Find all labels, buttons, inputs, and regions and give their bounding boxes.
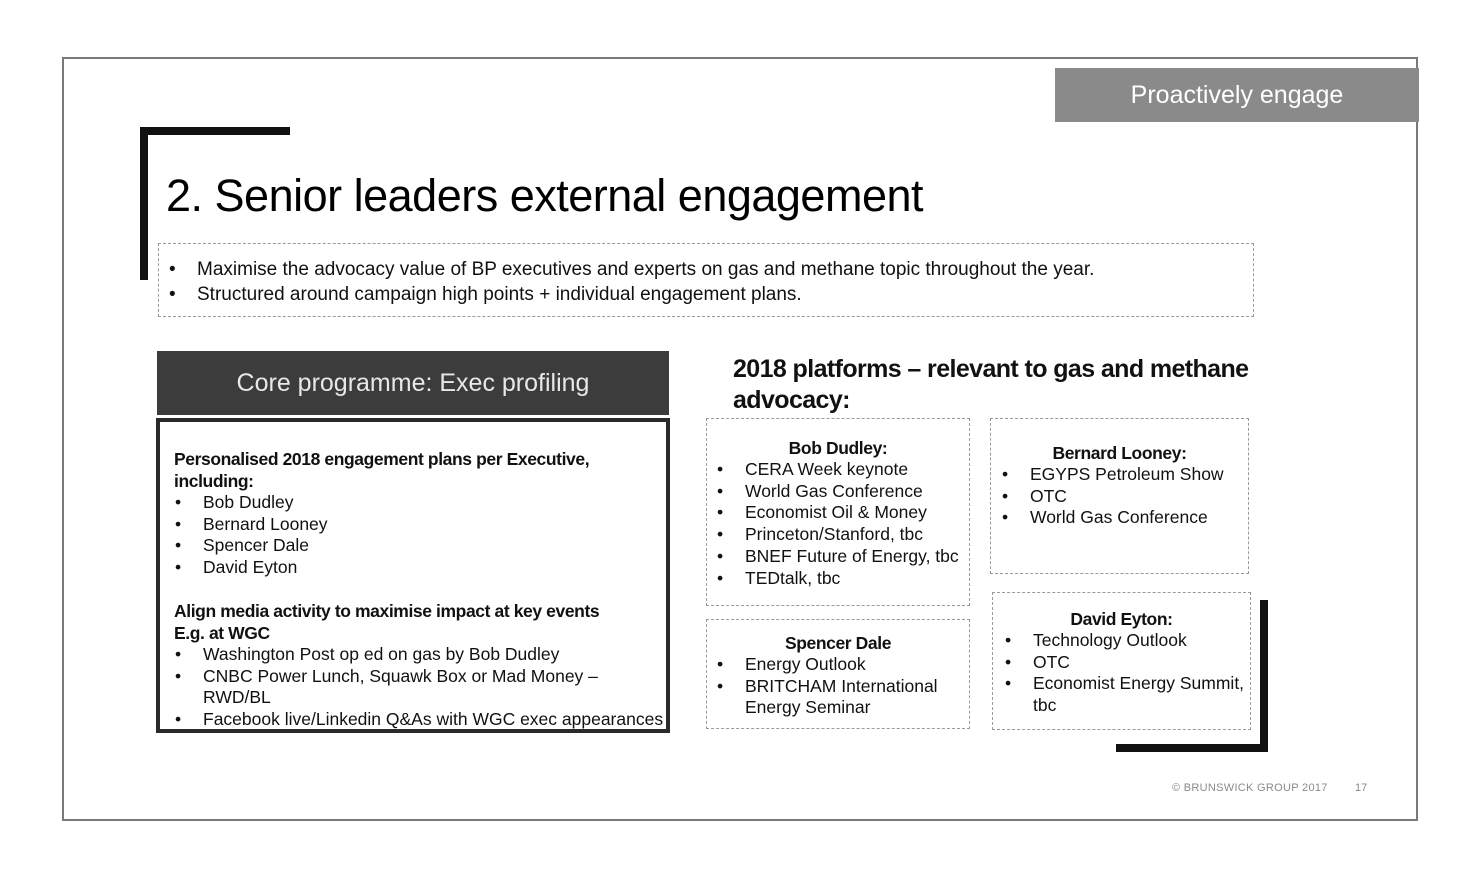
- card-item: • Economist Energy Summit, tbc: [1033, 673, 1250, 716]
- platform-card-bernard-looney: [990, 418, 1249, 574]
- intro-bullet: • Maximise the advocacy value of BP executives and experts on gas and methane topic throughout the year.: [197, 257, 1253, 282]
- card-name: Spencer Dale: [784, 633, 892, 653]
- card-item: • EGYPS Petroleum Show: [1030, 464, 1248, 486]
- card-item: • OTC: [1030, 486, 1248, 508]
- card-item: • World Gas Conference: [1030, 507, 1248, 529]
- footer-copyright: © BRUNSWICK GROUP 2017: [1172, 782, 1328, 794]
- card-list: [1030, 464, 1248, 529]
- card-list: [745, 654, 969, 719]
- card-list: [745, 459, 969, 589]
- card-item: • BNEF Future of Energy, tbc: [745, 546, 969, 568]
- core-programme-box: [156, 418, 670, 733]
- executive-list: [203, 492, 666, 579]
- card-list: [1033, 630, 1250, 717]
- platforms-title: 2018 platforms – relevant to gas and methane advocacy:: [733, 355, 1249, 414]
- card-item: • Energy Outlook: [745, 654, 969, 676]
- card-item: • Economist Oil & Money: [745, 502, 969, 524]
- executive-item: • David Eyton: [203, 557, 666, 579]
- intro-box: [158, 243, 1254, 317]
- card-item: • CERA Week keynote: [745, 459, 969, 481]
- page-number: 17: [1355, 782, 1368, 794]
- intro-bullet: • Structured around campaign high points + individual engagement plans.: [197, 282, 1253, 307]
- card-item: • World Gas Conference: [745, 481, 969, 503]
- title-bracket-left: [140, 127, 148, 280]
- executive-item: • Bernard Looney: [203, 514, 666, 536]
- executive-item: • Spencer Dale: [203, 535, 666, 557]
- spacer: [174, 579, 666, 600]
- intro-bullets: [197, 257, 1253, 307]
- section-tag: Proactively engage: [1055, 68, 1419, 122]
- media-activity-item: • Facebook live/Linkedin Q&As with WGC exec appearances: [203, 709, 666, 731]
- card-item: • TEDtalk, tbc: [745, 568, 969, 590]
- core-programme-heading: Core programme: Exec profiling: [157, 351, 669, 415]
- page-title: 2. Senior leaders external engagement: [166, 170, 924, 221]
- card-item: • BRITCHAM International Energy Seminar: [745, 676, 969, 719]
- card-bracket-bottom: [1116, 744, 1268, 752]
- platform-card-bob-dudley: [706, 418, 970, 606]
- platform-card-david-eyton: [992, 592, 1251, 730]
- card-item: • Princeton/Stanford, tbc: [745, 524, 969, 546]
- core-section2-title: Align media activity to maximise impact at key events: [174, 600, 600, 621]
- media-activity-list: [203, 644, 666, 731]
- card-item: • Technology Outlook: [1033, 630, 1250, 652]
- card-name: Bob Dudley:: [788, 438, 888, 458]
- media-activity-item: • Washington Post op ed on gas by Bob Dudley: [203, 644, 666, 666]
- title-bracket-top: [140, 127, 290, 135]
- core-section2-subtitle: E.g. at WGC: [174, 622, 270, 643]
- card-name: David Eyton:: [1070, 609, 1173, 629]
- platform-card-spencer-dale: [706, 619, 970, 729]
- core-section1-title: Personalised 2018 engagement plans per Executive, including:: [174, 449, 590, 491]
- executive-item: • Bob Dudley: [203, 492, 666, 514]
- card-name: Bernard Looney:: [1052, 443, 1187, 463]
- card-bracket-right: [1260, 600, 1268, 752]
- media-activity-item: • CNBC Power Lunch, Squawk Box or Mad Money – RWD/BL: [203, 666, 666, 709]
- card-item: • OTC: [1033, 652, 1250, 674]
